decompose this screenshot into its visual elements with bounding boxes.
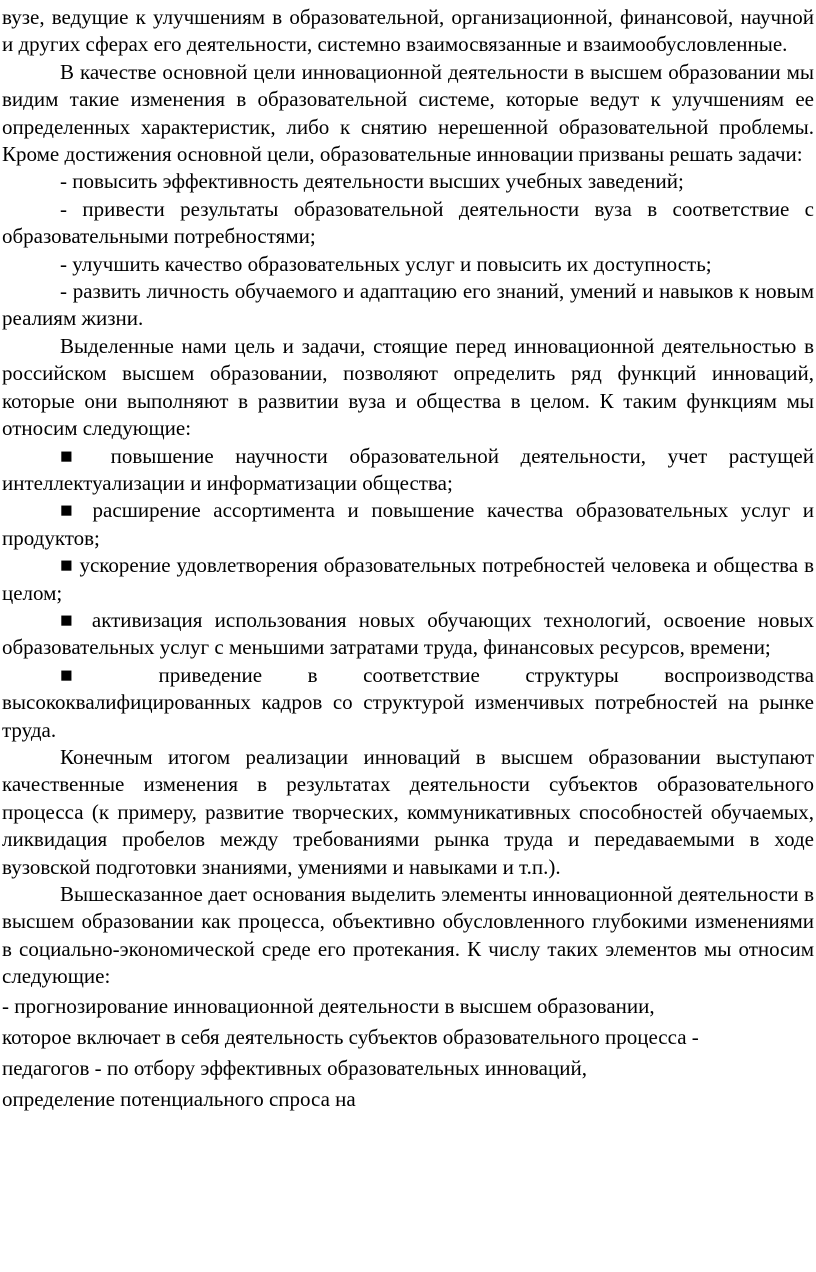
tail-line-subjects: которое включает в себя деятельность субъектов образовательного процесса - bbox=[2, 1024, 699, 1049]
paragraph-final-result: Конечным итогом реализации инноваций в высшем образовании выступают качественные изменения в результатах деятельности субъектов образовательного процесса (к примеру, развитие творческих, коммуникативных способностей обучаемых, ликвидация пробелов между требованиями рынка труда и передаваемыми в ходе вузовской подготовки знаниями, умениями и навыками и т.п.). bbox=[2, 744, 814, 879]
paragraph-innovation-goal: В качестве основной цели инновационной деятельности в высшем образовании мы видим такие изменения в образовательной системе, которые ведут к улучшениям ее определенных характеристик, либо к снятию нерешенной образовательной проблемы. Кроме достижения основной цели, образовательные инновации призваны решать задачи: bbox=[2, 59, 814, 167]
function-item-science: ■ повышение научности образовательной деятельности, учет растущей интеллектуализации и информатизации общества; bbox=[2, 443, 814, 495]
paragraph-continuation: вузе, ведущие к улучшениям в образовательной, организационной, финансовой, научной и других сферах его деятельности, системно взаимосвязанные и взаимообусловленные. bbox=[2, 5, 814, 57]
paragraph-functions-intro: Выделенные нами цель и задачи, стоящие перед инновационной деятельностью в российском высшем образовании, позволяют определить ряд функций инноваций, которые они выполняют в развитии вуза и общества в целом. К таким функциям мы относим следующие: bbox=[2, 333, 814, 441]
paragraph-elements-intro: Вышесказанное дает основания выделить элементы инновационной деятельности в высшем образовании как процесса, объективно обусловленного глубокими изменениями в социально-экономической среде его протекания. К числу таких элементов мы относим следующие: bbox=[2, 882, 814, 989]
tail-line-forecasting: - прогнозирование инновационной деятельности в высшем образовании, bbox=[2, 993, 655, 1018]
task-item-quality: - улучшить качество образовательных услуг и повысить их доступность; bbox=[60, 251, 712, 276]
tail-line-demand: определение потенциального спроса на bbox=[2, 1086, 356, 1111]
function-item-assortment: ■ расширение ассортимента и повышение качества образовательных услуг и продуктов; bbox=[2, 498, 814, 550]
task-item-personality: - развить личность обучаемого и адаптацию его знаний, умений и навыков к новым реалиям жизни. bbox=[2, 279, 814, 331]
function-item-acceleration: ■ ускорение удовлетворения образовательных потребностей человека и общества в целом; bbox=[2, 553, 814, 605]
function-item-technologies: ■ активизация использования новых обучающих технологий, освоение новых образовательных услуг с меньшими затратами труда, финансовых ресурсов, времени; bbox=[2, 607, 814, 660]
tail-line-selection: педагогов - по отбору эффективных образовательных инноваций, bbox=[2, 1055, 587, 1080]
task-item-results: - привести результаты образовательной деятельности вуза в соответствие с образовательными потребностями; bbox=[2, 196, 814, 249]
task-item-efficiency: - повысить эффективность деятельности высших учебных заведений; bbox=[60, 169, 684, 194]
function-item-structure: ■ приведение в соответствие структуры воспроизводства высококвалифицированных кадров со структурой изменчивых потребностей на рынке труда. bbox=[2, 662, 814, 742]
